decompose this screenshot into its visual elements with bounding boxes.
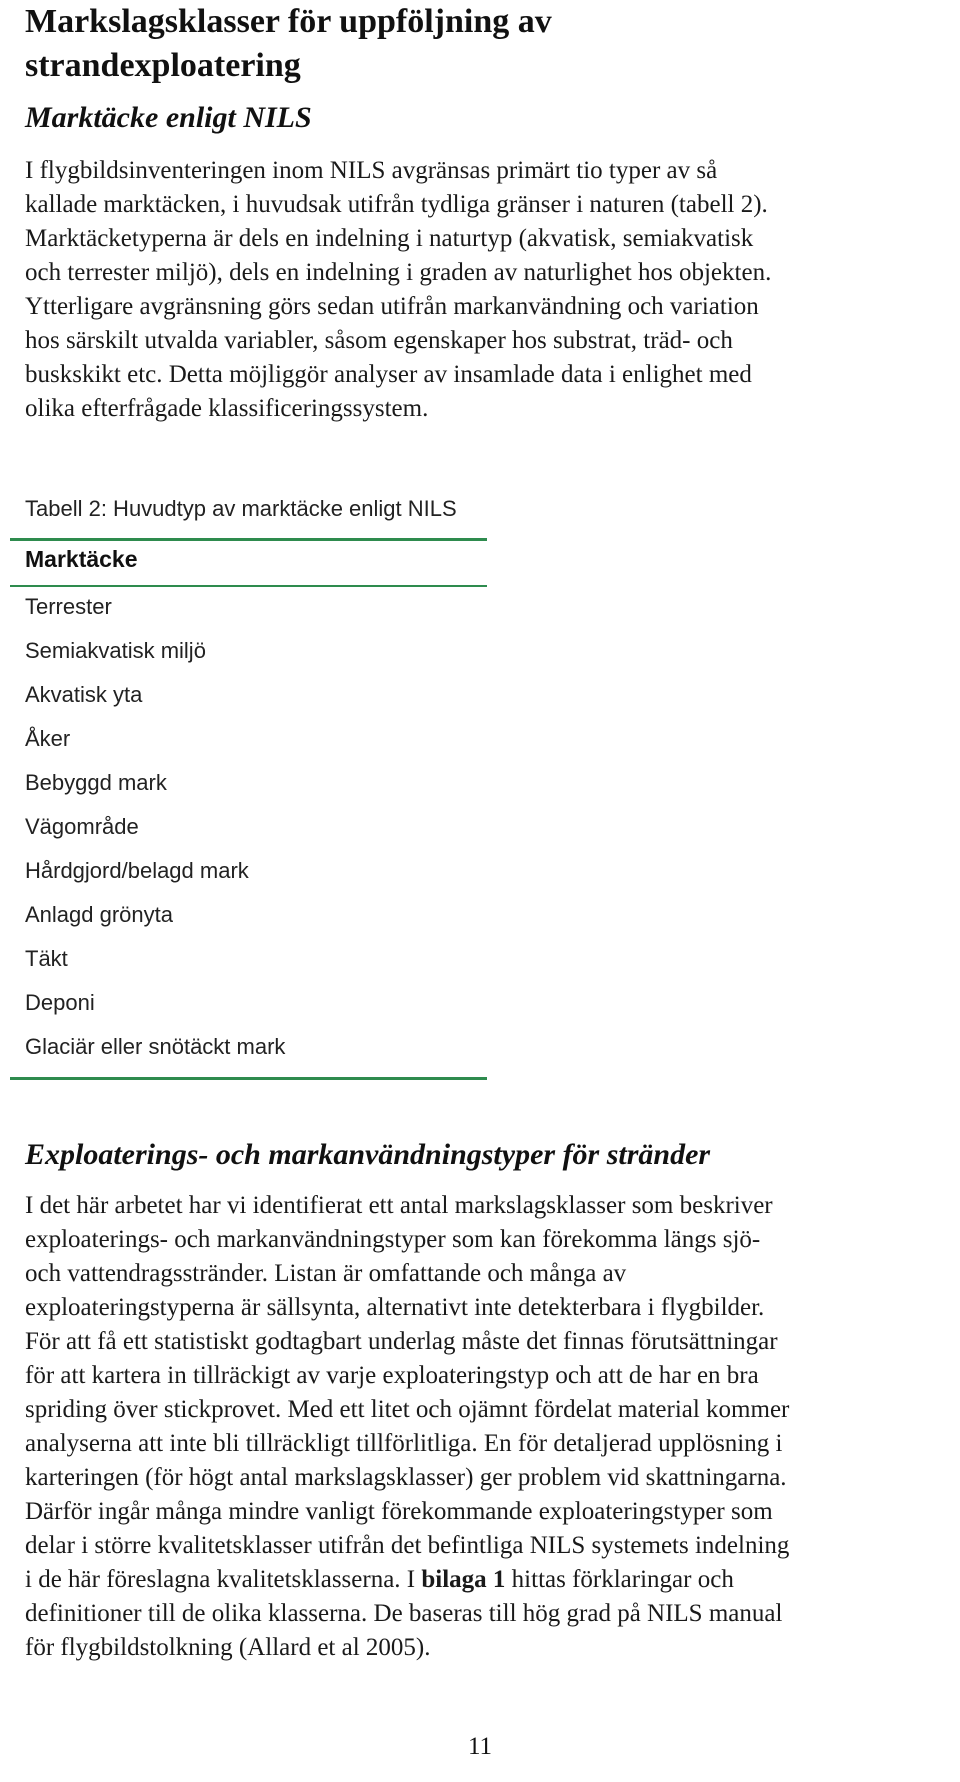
table-header: Marktäcke [25,546,138,572]
table-header-rule [10,585,487,587]
paragraph-line: I flygbildsinventeringen inom NILS avgränsas primärt tio typer av så [25,157,718,184]
paragraph-line-with-bold [25,1563,945,1597]
table-row: Bebyggd mark [25,770,167,795]
paragraph-line: karteringen (för högt antal markslagsklasser) ger problem vid skattningarna. [25,1464,787,1491]
paragraph-line: För att få ett statistiskt godtagbart underlag måste det finnas förutsättningar [25,1328,778,1355]
paragraph-line: för flygbildstolkning (Allard et al 2005). [25,1634,431,1661]
section-heading-exploatering: Exploaterings- och markanvändningstyper för stränder [25,1138,711,1171]
section-heading-marktacke: Marktäcke enligt NILS [25,101,312,134]
paragraph-line: Marktäcketyperna är dels en indelning i naturtyp (akvatisk, semiakvatisk [25,225,754,252]
paragraph-line: Därför ingår många mindre vanligt förekommande exploateringstyper som [25,1498,773,1525]
line-end: hittas förklaringar och [505,1566,734,1593]
paragraph-line: Ytterligare avgränsning görs sedan utifrån markanvändning och variation [25,293,759,320]
table-row: Vägområde [25,814,139,839]
paragraph-line: för att kartera in tillräckigt av varje exploateringstyp och att de har en bra [25,1362,759,1389]
paragraph-line: exploateringstyperna är sällsynta, alternativt inte detekterbara i flygbilder. [25,1294,765,1321]
paragraph-line: och terrester miljö), dels en indelning i graden av naturlighet hos objekten. [25,259,772,286]
table-bottom-rule [10,1077,487,1080]
table-caption: Tabell 2: Huvudtyp av marktäcke enligt NILS [25,496,457,521]
line-start: i de här föreslagna kvalitetsklasserna. I [25,1566,422,1593]
paragraph-line: delar i större kvalitetsklasser utifrån det befintliga NILS systemets indelning [25,1532,790,1559]
table-row: Akvatisk yta [25,682,143,707]
paragraph-line: exploaterings- och markanvändningstyper som kan förekomma längs sjö- [25,1226,761,1253]
paragraph-line: kallade marktäcken, i huvudsak utifrån tydliga gränser i naturen (tabell 2). [25,191,768,218]
table-row: Deponi [25,990,95,1015]
paragraph-line: olika efterfrågade klassificeringssystem. [25,395,429,422]
table-row: Anlagd grönyta [25,902,173,927]
table-row: Hårdgjord/belagd mark [25,858,249,883]
page-number: 11 [467,1733,493,1760]
paragraph-line: I det här arbetet har vi identifierat ett antal markslagsklasser som beskriver [25,1192,773,1219]
table-row: Glaciär eller snötäckt mark [25,1034,286,1059]
section2-paragraph [25,1189,945,1665]
table-row: Semiakvatisk miljö [25,638,206,663]
paragraph-line: hos särskilt utvalda variabler, såsom egenskaper hos substrat, träd- och [25,327,733,354]
section1-paragraph [25,154,945,426]
paragraph-line: spriding över stickprovet. Med ett litet och ojämnt fördelat material kommer [25,1396,790,1423]
paragraph-line: och vattendragsstränder. Listan är omfattande och många av [25,1260,627,1287]
title-line-1: Markslagsklasser för uppföljning av [25,3,552,40]
paragraph-line: analyserna att inte bli tillräckligt tillförlitliga. En för detaljerad upplösning i [25,1430,783,1457]
table-row: Terrester [25,594,112,619]
title-line-2: strandexploatering [25,47,301,84]
paragraph-line: buskskikt etc. Detta möjliggör analyser av insamlade data i enlighet med [25,361,752,388]
paragraph-line: definitioner till de olika klasserna. De baseras till hög grad på NILS manual [25,1600,783,1627]
table-top-rule [10,538,487,541]
page-title [25,0,925,88]
table-row: Åker [25,726,71,751]
bilaga-reference: bilaga 1 [421,1566,506,1593]
table-row: Täkt [25,946,68,971]
